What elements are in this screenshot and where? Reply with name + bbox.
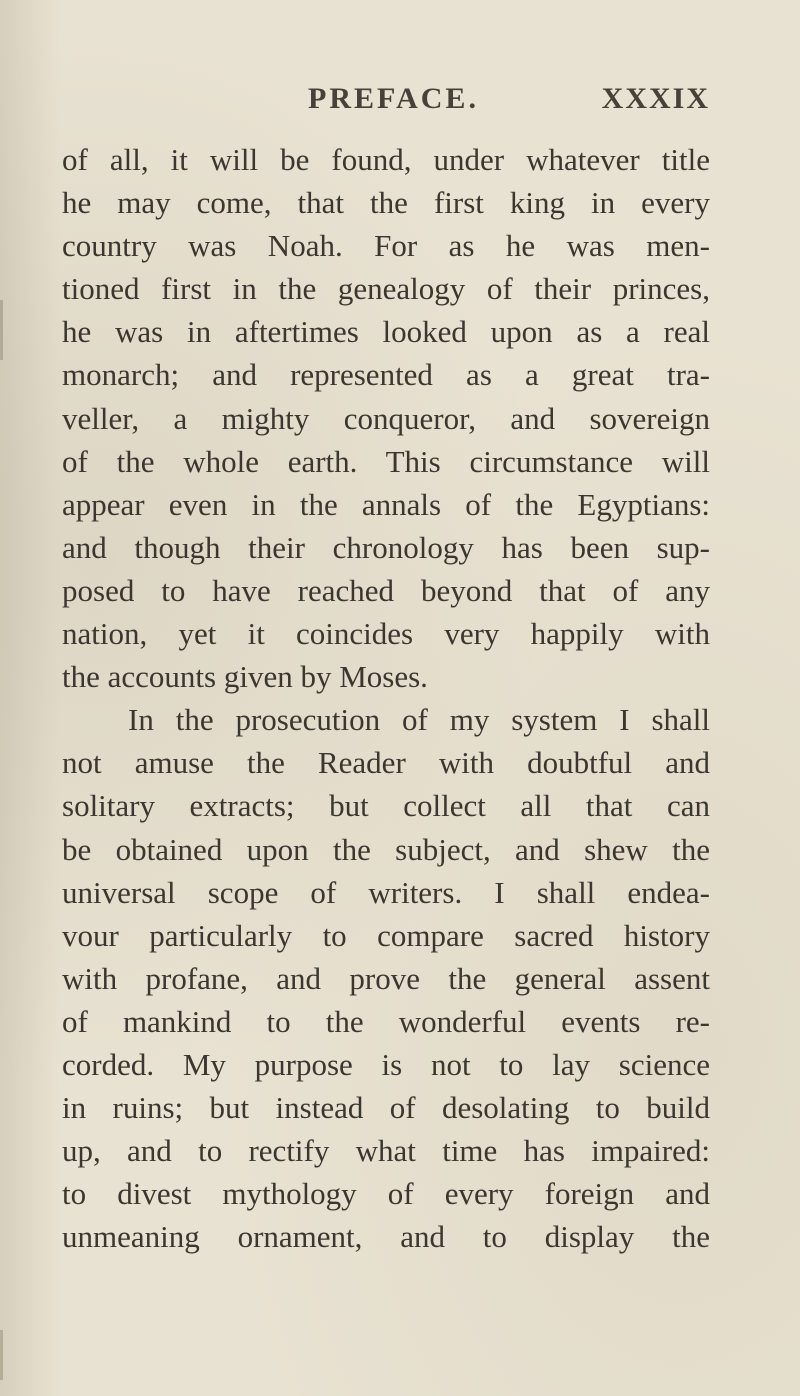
text-line: In the prosecution of my system I shall xyxy=(128,702,710,738)
text-line: and though their chronology has been sup- xyxy=(62,529,710,565)
text-line: solitary extracts; but collect all that can xyxy=(62,788,710,824)
text-line: of mankind to the wonderful events re- xyxy=(62,1003,710,1039)
running-head xyxy=(0,82,800,122)
text-line: with profane, and prove the general assent xyxy=(62,960,710,996)
text-line: of the whole earth. This circumstance will xyxy=(62,443,710,479)
text-line: he was in aftertimes looked upon as a real xyxy=(62,314,710,350)
body-text xyxy=(62,138,710,1258)
page-edge-shadow xyxy=(0,300,3,360)
text-line: in ruins; but instead of desolating to build xyxy=(62,1090,710,1126)
text-line: the accounts given by Moses. xyxy=(62,659,428,695)
text-line: to divest mythology of every foreign and xyxy=(62,1176,710,1212)
running-title: PREFACE. xyxy=(308,82,479,115)
text-line: he may come, that the first king in every xyxy=(62,185,710,221)
text-line: monarch; and represented as a great tra- xyxy=(62,357,710,393)
text-line: of all, it will be found, under whatever title xyxy=(62,142,710,177)
text-line: up, and to rectify what time has impaired: xyxy=(62,1133,710,1169)
page-edge-shadow xyxy=(0,1330,3,1380)
text-line: posed to have reached beyond that of any xyxy=(62,572,710,608)
text-line: vour particularly to compare sacred history xyxy=(62,917,710,953)
text-line: appear even in the annals of the Egyptians: xyxy=(62,486,710,522)
text-line: tioned first in the genealogy of their princes, xyxy=(62,271,710,307)
text-line: veller, a mighty conqueror, and sovereign xyxy=(62,400,710,436)
text-line: nation, yet it coincides very happily with xyxy=(62,616,710,652)
page-number: XXXIX xyxy=(601,82,710,115)
text-line: not amuse the Reader with doubtful and xyxy=(62,745,710,781)
text-line: unmeaning ornament, and to display the xyxy=(62,1219,710,1255)
text-line: country was Noah. For as he was men- xyxy=(62,228,710,264)
text-line: be obtained upon the subject, and shew the xyxy=(62,831,710,867)
text-line: corded. My purpose is not to lay science xyxy=(62,1046,710,1082)
text-line: universal scope of writers. I shall endea- xyxy=(62,874,710,910)
